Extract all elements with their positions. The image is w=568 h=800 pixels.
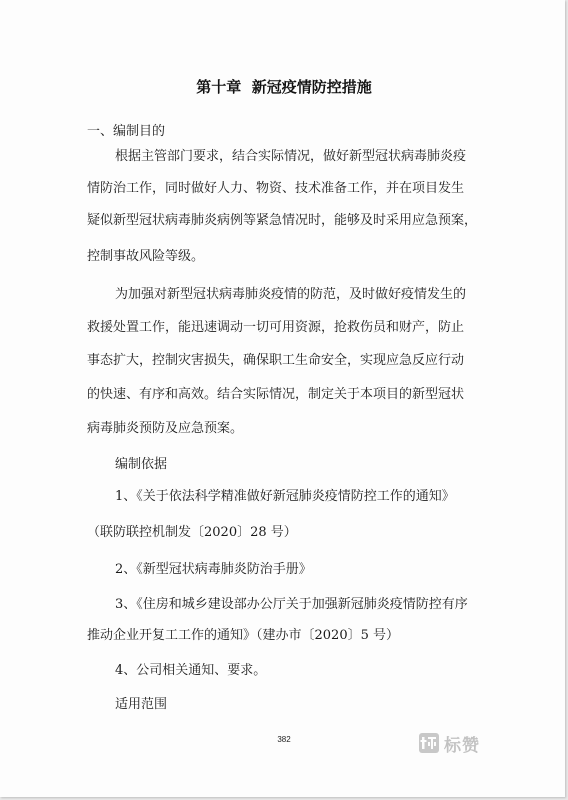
page-number: 382 bbox=[277, 735, 291, 744]
paragraph-line: 病毒肺炎预防及应急预案。 bbox=[87, 421, 244, 436]
paragraph-line: 事态扩大，控制灾害损失，确保职工生命安全，实现应急反应行动 bbox=[87, 353, 465, 368]
list-item: 2、《新型冠状病毒肺炎防治手册》 bbox=[115, 562, 312, 577]
list-item: 4、公司相关通知、要求。 bbox=[115, 663, 267, 678]
paragraph-line: 控制事故风险等级。 bbox=[87, 249, 205, 264]
list-item-continuation: 推动企业开复工工作的通知》（建办市〔2020〕5 号） bbox=[87, 628, 399, 643]
logo-icon bbox=[418, 732, 440, 754]
list-item-continuation: （联防联控机制发〔2020〕28 号） bbox=[87, 525, 297, 540]
paragraph-line: 疑似新型冠状病毒肺炎病例等紧急情况时，能够及时采用应急预案， bbox=[87, 213, 478, 228]
watermark-logo bbox=[418, 730, 480, 756]
paragraph-line: 救援处置工作，能迅速调动一切可用资源，抢救伤员和财产，防止 bbox=[87, 320, 465, 335]
section-heading-purpose: 一、编制目的 bbox=[87, 124, 166, 139]
watermark-text: 标赞 bbox=[444, 735, 480, 756]
list-item: 3、《住房和城乡建设部办公厅关于加强新冠肺炎疫情防控有序 bbox=[115, 597, 468, 612]
paragraph-line: 的快速、有序和高效。结合实际情况，制定关于本项目的新型冠状 bbox=[87, 387, 465, 402]
paragraph-line: 情防治工作，同时做好人力、物资、技术准备工作，并在项目发生 bbox=[87, 181, 465, 196]
paragraph-line: 根据主管部门要求，结合实际情况，做好新型冠状病毒肺炎疫 bbox=[115, 149, 467, 164]
section-heading-scope: 适用范围 bbox=[115, 697, 168, 712]
chapter-title: 第十章 新冠疫情防控措施 bbox=[196, 78, 372, 96]
list-item: 1、《关于依法科学精准做好新冠肺炎疫情防控工作的通知》 bbox=[115, 489, 455, 504]
section-heading-basis: 编制依据 bbox=[115, 457, 168, 472]
paragraph-line: 为加强对新型冠状病毒肺炎疫情的防范，及时做好疫情发生的 bbox=[115, 287, 467, 302]
